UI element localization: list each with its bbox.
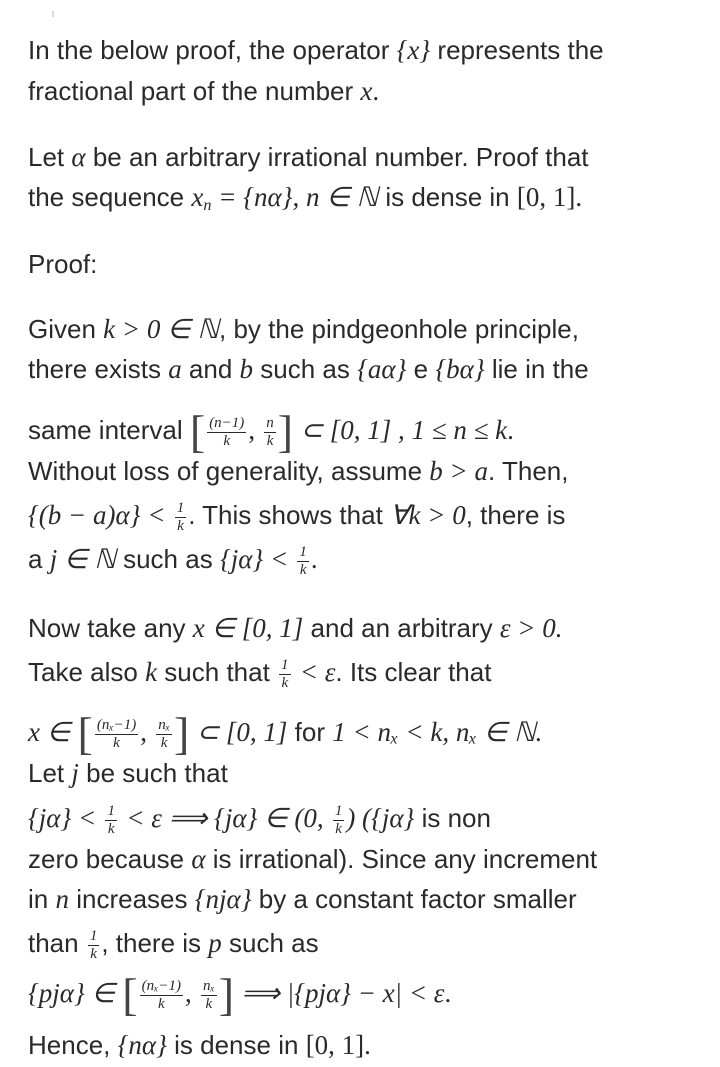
text: Now take any (28, 613, 186, 643)
math: ⊂ [0, 1] , 1 ≤ n ≤ k (300, 415, 508, 445)
math: [0, 1] (305, 1030, 365, 1060)
math-sequence (191, 182, 378, 212)
math: ∀k > 0 (390, 500, 466, 530)
math: {jα} < (219, 544, 289, 574)
text: . Its clear that (335, 657, 492, 687)
math: ⟹ |{pjα} − x| < ε (241, 978, 445, 1008)
math-fraction-operator: {x} (396, 35, 431, 65)
math: 1 < nₓ < k, nₓ ∈ ℕ. (332, 717, 543, 747)
math: j ∈ ℕ (49, 544, 116, 574)
denominator: k (205, 995, 213, 1012)
denominator: k (90, 945, 97, 962)
intro-text: In the below proof, the operator (28, 35, 390, 65)
math: α (191, 844, 206, 874)
text: , there is (101, 928, 202, 958)
math: a (168, 354, 182, 384)
denominator: k (107, 820, 115, 837)
fraction (95, 718, 138, 751)
text: there exists (28, 354, 161, 384)
numerator: (n−1) (209, 414, 245, 431)
period: . (310, 544, 318, 574)
numerator: (nₓ−1) (141, 977, 181, 994)
para2-line-9: {pjα} ∈ [ $\frac{\text{(nₓ−1)}}{k}$ , $\frac{\text{nₓ}}{k}$ ] ⟹ |{pjα} − x| < ε. (28, 969, 452, 1021)
math: ⊂ [0, 1] (196, 717, 288, 747)
numerator: 1 (281, 656, 289, 673)
para2-line-8 (28, 927, 319, 962)
math: ε > 0. (499, 613, 563, 643)
fraction (156, 718, 172, 751)
para2-line-4 (28, 757, 228, 789)
para2-line-5 (28, 802, 491, 837)
top-divider-mark (52, 11, 54, 17)
math-interval: [0, 1] (516, 182, 576, 212)
text: is irrational). Since any increment (212, 844, 598, 874)
denominator: k (335, 820, 342, 837)
left-bracket: [ (77, 708, 93, 760)
proof-label (28, 248, 97, 280)
numerator: 1 (334, 802, 343, 819)
text: such as (123, 544, 213, 574)
text: such that (164, 657, 270, 687)
math: {njα} (194, 884, 252, 914)
left-bracket: [ (189, 406, 206, 458)
denominator: k (281, 674, 289, 691)
text: same interval (28, 415, 183, 445)
para2-line-1 (28, 612, 562, 644)
text: , by the pindgeonhole principle, (219, 314, 579, 344)
fraction (297, 545, 309, 578)
text: for (294, 717, 325, 747)
text: Take also (28, 657, 138, 687)
statement-text: the sequence (28, 182, 185, 212)
fraction (207, 416, 246, 449)
fraction (201, 979, 217, 1012)
para1-line-6 (28, 543, 318, 578)
para2-line-3: x ∈ [ $\frac{\text{(nₓ−1)}}{k}$ , $\frac{\text{nₓ}}{k}$ ] ⊂ [0, 1] for 1 < nₓ < k, nₓ ∈ ℕ. (28, 708, 543, 760)
seq-subscript: n (203, 196, 212, 214)
math-x: x (360, 76, 373, 106)
text: is dense in (174, 1030, 299, 1060)
text: . This shows that (188, 500, 383, 530)
period: . (575, 182, 583, 212)
period: . (364, 1030, 371, 1060)
intro-text: fractional part of the number (28, 76, 354, 106)
text: , there is (465, 500, 566, 530)
text: Hence, (28, 1030, 111, 1060)
intro-line-1 (28, 34, 604, 66)
proof-label-text: Proof: (28, 249, 98, 279)
numerator: 1 (89, 927, 98, 944)
statement-text: be an arbitrary irrational number. Proof that (92, 142, 589, 172)
fraction (105, 804, 117, 837)
right-bracket: ] (218, 969, 235, 1021)
intro-line-2 (28, 75, 379, 107)
math: {pjα} ∈ (28, 978, 116, 1008)
fraction (279, 658, 291, 691)
period: . (372, 76, 380, 106)
para1-line-3: same interval [ $\frac{(n-1)}{k}$ , $\frac{n}{k}$ ] ⊂ [0, 1] , 1 ≤ n ≤ k. (28, 406, 514, 458)
text: be such that (86, 758, 228, 788)
seq-symbol: x (191, 182, 204, 212)
text: and (188, 354, 233, 384)
numerator: n (266, 414, 274, 431)
text: such as (229, 928, 319, 958)
math: j (71, 758, 79, 788)
period: . (507, 415, 514, 445)
math: n (55, 884, 69, 914)
text: Given (28, 314, 96, 344)
math: x ∈ [0, 1] (192, 613, 304, 643)
para2-line-7 (28, 883, 577, 915)
left-bracket: [ (122, 969, 138, 1021)
fraction (140, 979, 183, 1012)
math: {aα} (357, 354, 407, 384)
statement-line-1 (28, 141, 589, 173)
numerator: 1 (176, 499, 185, 516)
text: . Then, (488, 456, 569, 486)
fraction (175, 501, 187, 534)
math: p (208, 928, 222, 958)
statement-line-2 (28, 181, 582, 221)
fraction (264, 416, 276, 449)
math: k (145, 657, 158, 687)
para1-line-5 (28, 499, 565, 534)
right-bracket: ] (173, 708, 190, 760)
text: zero because (28, 844, 185, 874)
denominator: k (177, 517, 184, 534)
fraction (333, 804, 345, 837)
text: Let (28, 758, 65, 788)
right-bracket: ] (277, 406, 294, 458)
para1-line-4 (28, 455, 568, 487)
text: increases (76, 884, 188, 914)
math: {(b − a)α} < (28, 500, 166, 530)
numerator: nₓ (202, 977, 215, 994)
text: lie in the (491, 354, 589, 384)
numerator: (nₓ−1) (96, 716, 137, 733)
numerator: 1 (107, 802, 115, 819)
math: {bα} (435, 354, 485, 384)
denominator: k (113, 734, 120, 751)
text: by a constant factor smaller (258, 884, 577, 914)
para2-line-10 (28, 1029, 371, 1061)
math: b > a (429, 456, 488, 486)
para2-line-6 (28, 843, 597, 875)
fraction (88, 929, 100, 962)
math: x ∈ (28, 717, 71, 747)
text: in (28, 884, 49, 914)
denominator: k (266, 432, 274, 449)
statement-text: is dense in (385, 182, 510, 212)
math: k > 0 ∈ ℕ (103, 314, 220, 344)
denominator: k (160, 734, 168, 751)
denominator: k (299, 561, 307, 578)
text: e (413, 354, 429, 384)
denominator: k (223, 432, 231, 449)
para1-line-2 (28, 353, 589, 385)
math: {nα} (117, 1030, 167, 1060)
statement-text: Let (28, 142, 65, 172)
period: . (444, 978, 452, 1008)
para1-line-1 (28, 313, 579, 345)
math: < ε (299, 657, 336, 687)
math: b (239, 354, 254, 384)
intro-text: represents the (437, 35, 604, 65)
text: such as (260, 354, 350, 384)
math: ) ({jα} (346, 803, 415, 833)
numerator: nₓ (158, 716, 170, 733)
numerator: 1 (299, 543, 307, 560)
text: a (28, 544, 43, 574)
seq-definition: = {nα}, n ∈ ℕ (211, 182, 379, 212)
text: is non (421, 803, 491, 833)
math: < ε ⟹ {jα} ∈ (0, (126, 803, 324, 833)
math: {jα} < (28, 803, 97, 833)
text: Without loss of generality, assume (28, 456, 423, 486)
text: than (28, 928, 79, 958)
para2-line-2 (28, 656, 491, 691)
text: and an arbitrary (310, 613, 493, 643)
math-alpha: α (71, 142, 86, 172)
denominator: k (157, 995, 165, 1012)
